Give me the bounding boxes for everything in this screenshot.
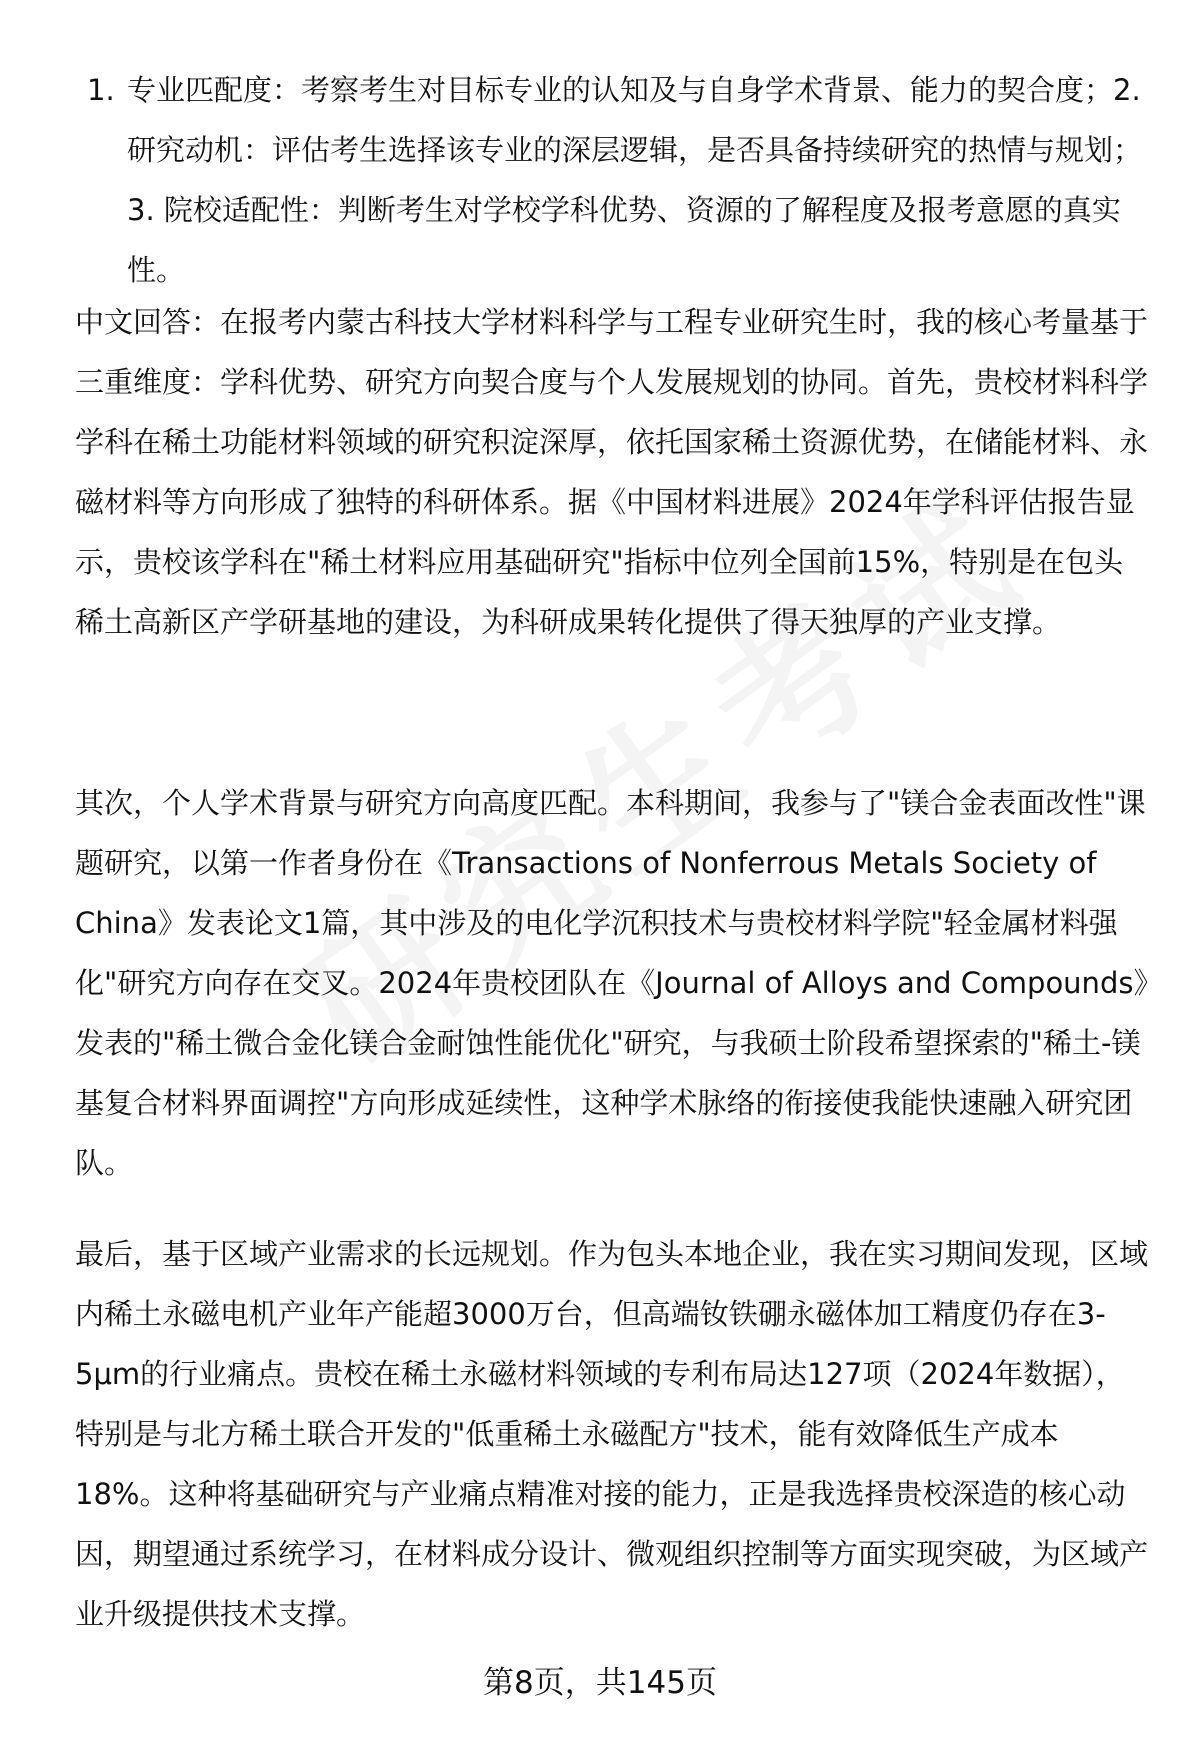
criteria-text: 专业匹配度：考察考生对目标专业的认知及与自身学术背景、能力的契合度；2. 研究动机：评估考生选择该专业的深层逻辑，是否具备持续研究的热情与规划；3. 院校适配性：判断考生对学校学科优势、资源的了解程度及报考意愿的真实性。 [127,73,1143,287]
page-number: 第8页，共145页 [483,1665,717,1701]
list-number: 1. [87,73,115,107]
answer-paragraph-1 [75,292,1150,652]
answer-label: 中文回答： [75,305,221,339]
answer-paragraph-2: 其次，个人学术背景与研究方向高度匹配。本科期间，我参与了"镁合金表面改性"课题研究，以第一作者身份在《Transactions of Nonferrous Metals Society of China》发表论文1篇，其中涉及的电化学沉积技术与贵校材料学院"轻金属材料强化"研究方向存在交叉。2024年贵校团队在《Journal of Alloys and Compounds》发表的"稀土微合金化镁合金耐蚀性能优化"研究，与我硕士阶段希望探索的"稀土-镁基复合材料界面调控"方向形成延续性，这种学术脉络的衔接使我能快速融入研究团队。 [75,786,1148,1180]
answer-paragraph-1-text: 在报考内蒙古科技大学材料科学与工程专业研究生时，我的核心考量基于三重维度：学科优势、研究方向契合度与个人发展规划的协同。首先，贵校材料科学学科在稀土功能材料领域的研究积淀深厚，依托国家稀土资源优势，在储能材料、永磁材料等方向形成了独特的科研体系。据《中国材料进展》2024年学科评估报告显示，贵校该学科在"稀土材料应用基础研究"指标中位列全国前15%，特别是在包头稀土高新区产学研基地的建设，为科研成果转化提供了得天独厚的产业支撑。 [75,305,1149,639]
answer-paragraph-3: 最后，基于区域产业需求的长远规划。作为包头本地企业，我在实习期间发现，区域内稀土永磁电机产业年产能超3000万台，但高端钕铁硼永磁体加工精度仍存在3-5μm的行业痛点。贵校在稀土永磁材料领域的专利布局达127项（2024年数据），特别是与北方稀土联合开发的"低重稀土永磁配方"技术，能有效降低生产成本18%。这种将基础研究与产业痛点精准对接的能力，正是我选择贵校深造的核心动因，期望通过系统学习，在材料成分设计、微观组织控制等方面实现突破，为区域产业升级提供技术支撑。 [75,1237,1149,1631]
